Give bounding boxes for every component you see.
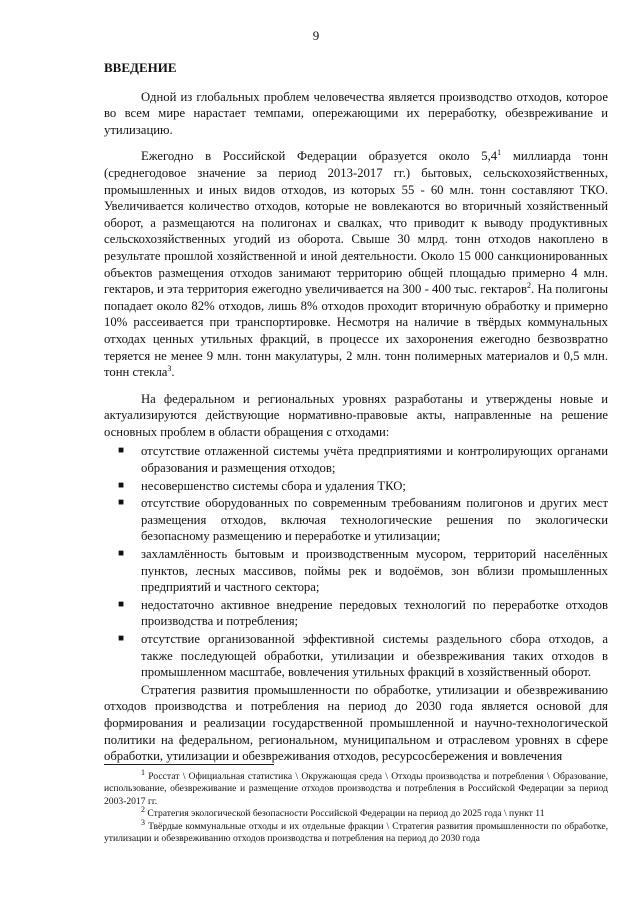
intro-paragraph-3: На федеральном и региональных уровнях разработаны и утверждены новые и актуализируются действующие нормативно-правовые акты, направленные на решение основных проблем в области обращения с отходами: (104, 391, 608, 439)
bullet-icon: ■ (118, 548, 125, 560)
intro-paragraph-2: Ежегодно в Российской Федерации образуется около $5,4^1$ миллиарда тонн (среднегодовое значение за период 2013-2017 гг.) бытовых, сельскохозяйственных, промышленных и иных видов отходов, из которых 55 - 60 млн. тонн составляют ТКО. Увеличивается количество отходов, которые не вовлекаются во вторичный хозяйственный оборот, а размещаются на полигонах и свалках, что приводит к выводу продуктивных сельскохозяйственных угодий из оборота. Свыше 30 млрд. тонн отходов накоплено в результате прошлой хозяйственной и иной деятельности. Около 15 000 санкционированных объектов размещения отходов занимают территорию общей площадью примерно 4 млн. гектаров, и эта территория ежегодно увеличивается на 300 - 400 тыс. гектаров$^2$. На полигоны попадает около 82% отходов, лишь 8% отходов проходит вторичную обработку и примерно 10% рассеивается при транспортировке. Несмотря на наличие в твёрдых коммунальных отходах ценных утильных фракций, в процессе их захоронения ежегодно безвозвратно теряется не менее 9 млн. тонн макулатуры, 2 млн. тонн полимерных материалов и 0,5 млн. тонн стекла$^3$. (104, 148, 609, 380)
list-item: ■ недостаточно активное внедрение передовых технологий по переработке отходов производства и потребления; (118, 597, 608, 629)
intro-paragraph-4: Стратегия развития промышленности по обработке, утилизации и обезвреживанию отходов производства и потребления на период до 2030 года является основой для формирования и реализации государственной промышленной и научно-технологической политики на федеральном, региональном, муниципальном и отраслевом уровнях в сфере обработки, утилизации и обезвреживания отходов, ресурсосбережения и вовлечения (104, 682, 608, 764)
footnote-ref-2: 2 (526, 280, 531, 290)
list-item: ■ отсутствие оборудованных по современным требованиям полигонов и других мест размещения отходов, включая технологические решения по экологически безопасному размещению и переработке и утилизации; (118, 496, 608, 544)
footnote-2: $^2$ Стратегия экологической безопасности Российской Федерации на период до 2025 года \ пункт 11 (141, 805, 545, 820)
bullet-icon: ■ (118, 497, 125, 509)
list-item: ■ несовершенство системы сбора и удаления ТКО; (118, 478, 406, 493)
section-heading: ВВЕДЕНИЕ (104, 60, 177, 75)
footnote-3: $^3$ Твёрдые коммунальные отходы и их отдельные фракции \ Стратегия развития промышленности по обработке, утилизации и обезвреживанию отходов производства и потребления на период до 2030 года (104, 817, 608, 845)
footnote-ref-3: 3 (167, 363, 172, 373)
intro-paragraph-1: Одной из глобальных проблем человечества является производство отходов, которое во всем мире нарастает темпами, опережающими их переработку, обезвреживание и утилизацию. (104, 89, 608, 137)
bullet-icon: ■ (118, 633, 125, 644)
footnote-separator (104, 764, 274, 765)
list-item: ■ отсутствие отлаженной системы учёта предприятиями и контролирующих органами образования и размещения отходов; (118, 444, 608, 476)
problems-list (104, 443, 608, 680)
document-body (104, 60, 608, 765)
list-item: ■ захламлённость бытовым и производственным мусором, территорий населённых пунктов, лесных массивов, поймы рек и водоёмов, зон вблизи промышленных предприятий и частного сектора; (118, 547, 608, 595)
footnotes (104, 767, 608, 845)
page-number: 9 (312, 28, 320, 43)
bullet-icon: ■ (118, 479, 125, 491)
bullet-icon: ■ (118, 445, 125, 457)
list-item: ■ отсутствие организованной эффективной системы раздельного сбора отходов, а также последующей обработки, утилизации и обезвреживания таких отходов в промышленном масштабе, вовлечения утильных фракций в хозяйственный оборот. (118, 632, 608, 680)
footnote-1: $^1$ Росстат \ Официальная статистика \ Окружающая среда \ Отходы производства и потребления \ Образование, использование, обезвреживание и размещение отходов производства и потребления в Российской Федерации за период 2003-2017 гг. (104, 767, 608, 807)
footnote-ref-1: 1 (497, 148, 502, 158)
bullet-icon: ■ (118, 598, 125, 610)
